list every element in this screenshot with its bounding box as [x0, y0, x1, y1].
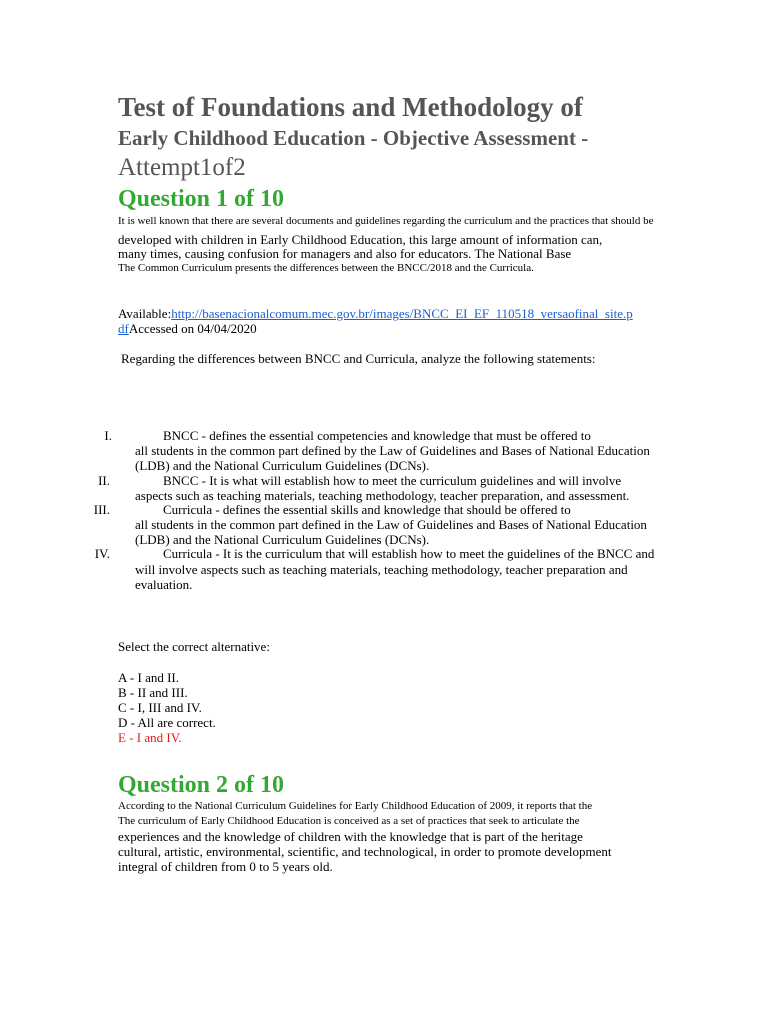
statement-number: IV. — [94, 546, 110, 561]
question-2-line: According to the National Curriculum Guidelines for Early Childhood Education of 2009, it reports that the — [118, 800, 593, 812]
source-line-2 — [118, 321, 257, 337]
statement-line: will involve aspects such as teaching materials, teaching methodology, teacher preparation and — [135, 562, 628, 577]
statement-line: aspects such as teaching materials, teaching methodology, teacher preparation, and assessment. — [135, 488, 630, 503]
question-1-intro-line: many times, causing confusion for managers and also for educators. The National Base — [118, 246, 572, 261]
title-line-2: Early Childhood Education - Objective Assessment - — [118, 126, 589, 150]
available-label: Available: — [118, 306, 172, 321]
statement-line: (LDB) and the National Curriculum Guidelines (DCNs). — [135, 458, 430, 473]
answer-option-e-highlighted[interactable]: E - I and IV. — [118, 730, 182, 745]
answer-option-c[interactable]: C - I, III and IV. — [118, 700, 202, 715]
statement-number: II. — [98, 473, 110, 488]
answer-option-d[interactable]: D - All are correct. — [118, 715, 216, 730]
question-1-intro-line: It is well known that there are several documents and guidelines regarding the curriculum and the practices that should be — [118, 215, 654, 227]
question-1-intro-line: The Common Curriculum presents the differences between the BNCC/2018 and the Curricula. — [118, 262, 534, 274]
source-link[interactable]: http://basenacionalcomum.mec.gov.br/images/BNCC_EI_EF_110518_versaofinal_site.p — [171, 306, 633, 321]
statement-line: all students in the common part defined by the Law of Guidelines and Bases of National Education — [135, 443, 650, 458]
question-2-line: The curriculum of Early Childhood Education is conceived as a set of practices that seek to articulate the — [118, 815, 580, 827]
source-link-continued[interactable]: df — [118, 321, 129, 336]
question-1-heading: Question 1 of 10 — [118, 186, 285, 212]
question-2-line: integral of children from 0 to 5 years old. — [118, 859, 333, 874]
answer-option-a[interactable]: A - I and II. — [118, 670, 180, 685]
statement-line: BNCC - It is what will establish how to meet the curriculum guidelines and will involve — [163, 473, 622, 488]
question-2-line: experiences and the knowledge of children with the knowledge that is part of the heritage — [118, 829, 583, 844]
statement-line: (LDB) and the National Curriculum Guidelines (DCNs). — [135, 532, 430, 547]
question-2-line: cultural, artistic, environmental, scientific, and technological, in order to promote development — [118, 844, 612, 859]
statement-number: I. — [104, 428, 112, 443]
select-prompt: Select the correct alternative: — [118, 639, 270, 654]
statement-line: evaluation. — [135, 577, 193, 592]
source-line — [118, 306, 633, 322]
answer-option-b[interactable]: B - II and III. — [118, 685, 188, 700]
question-1-intro-line: developed with children in Early Childhood Education, this large amount of information can, — [118, 232, 603, 247]
question-2-heading: Question 2 of 10 — [118, 772, 285, 798]
question-1-prompt: Regarding the differences between BNCC and Curricula, analyze the following statements: — [121, 351, 596, 366]
statement-line: all students in the common part defined in the Law of Guidelines and Bases of National Education — [135, 517, 647, 532]
title-line-3: Attempt1of2 — [118, 154, 246, 181]
statement-line: BNCC - defines the essential competencies and knowledge that must be offered to — [163, 428, 591, 443]
statement-line: Curricula - It is the curriculum that will establish how to meet the guidelines of the BNCC and — [163, 546, 655, 561]
title-line-1: Test of Foundations and Methodology of — [118, 92, 583, 122]
accessed-date: Accessed on 04/04/2020 — [128, 321, 257, 336]
statement-number: III. — [93, 502, 110, 517]
statement-line: Curricula - defines the essential skills and knowledge that should be offered to — [163, 502, 571, 517]
